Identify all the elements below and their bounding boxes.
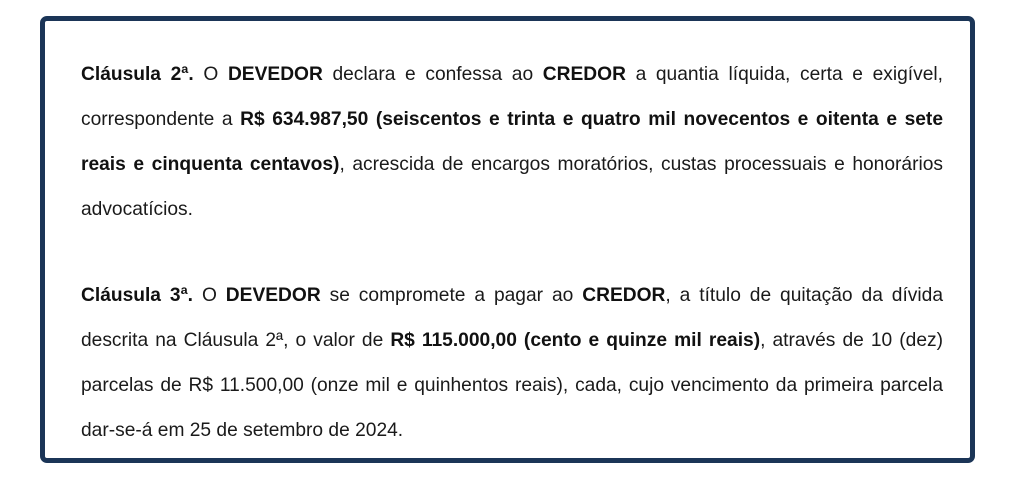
clause-3-text-2: se compromete a pagar ao <box>320 285 583 306</box>
clause-2-amount: R$ 634.987,50 (seiscentos e trinta e quatro mil novecentos e oitenta e sete reais e cinquenta centavos) <box>81 109 943 175</box>
clause-3-text-3: , a título de quitação da dívida descrita na Cláusula 2ª, o valor de <box>81 285 943 351</box>
clause-3-devedor: DEVEDOR <box>225 285 321 306</box>
clause-2-credor: CREDOR <box>542 64 626 85</box>
clause-2-heading: Cláusula 2ª. <box>81 64 194 85</box>
clause-2-devedor: DEVEDOR <box>227 64 323 85</box>
clause-3-amount: R$ 115.000,00 (cento e quinze mil reais) <box>390 330 761 351</box>
clause-3-paragraph <box>81 273 943 453</box>
clause-3-text-4: , através de 10 (dez) parcelas de R$ 11.500,00 (onze mil e quinhentos reais), cada, cujo vencimento da primeira parcela dar-se-á em 25 de setembro de 2024. <box>81 330 943 441</box>
clause-2-text-3: a quantia líquida, certa e exigível, correspondente a <box>81 64 943 130</box>
clause-2-text-2: declara e confessa ao <box>322 64 543 85</box>
clause-3-heading: Cláusula 3ª. <box>81 285 194 306</box>
clause-2-text-1: O <box>193 64 228 85</box>
clause-2-text-4: , acrescida de encargos moratórios, custas processuais e honorários advocatícios. <box>81 154 943 220</box>
clause-2-paragraph <box>81 52 943 232</box>
clause-3-credor: CREDOR <box>582 285 666 306</box>
clause-3-text-1: O <box>193 285 226 306</box>
document-frame <box>40 16 975 463</box>
